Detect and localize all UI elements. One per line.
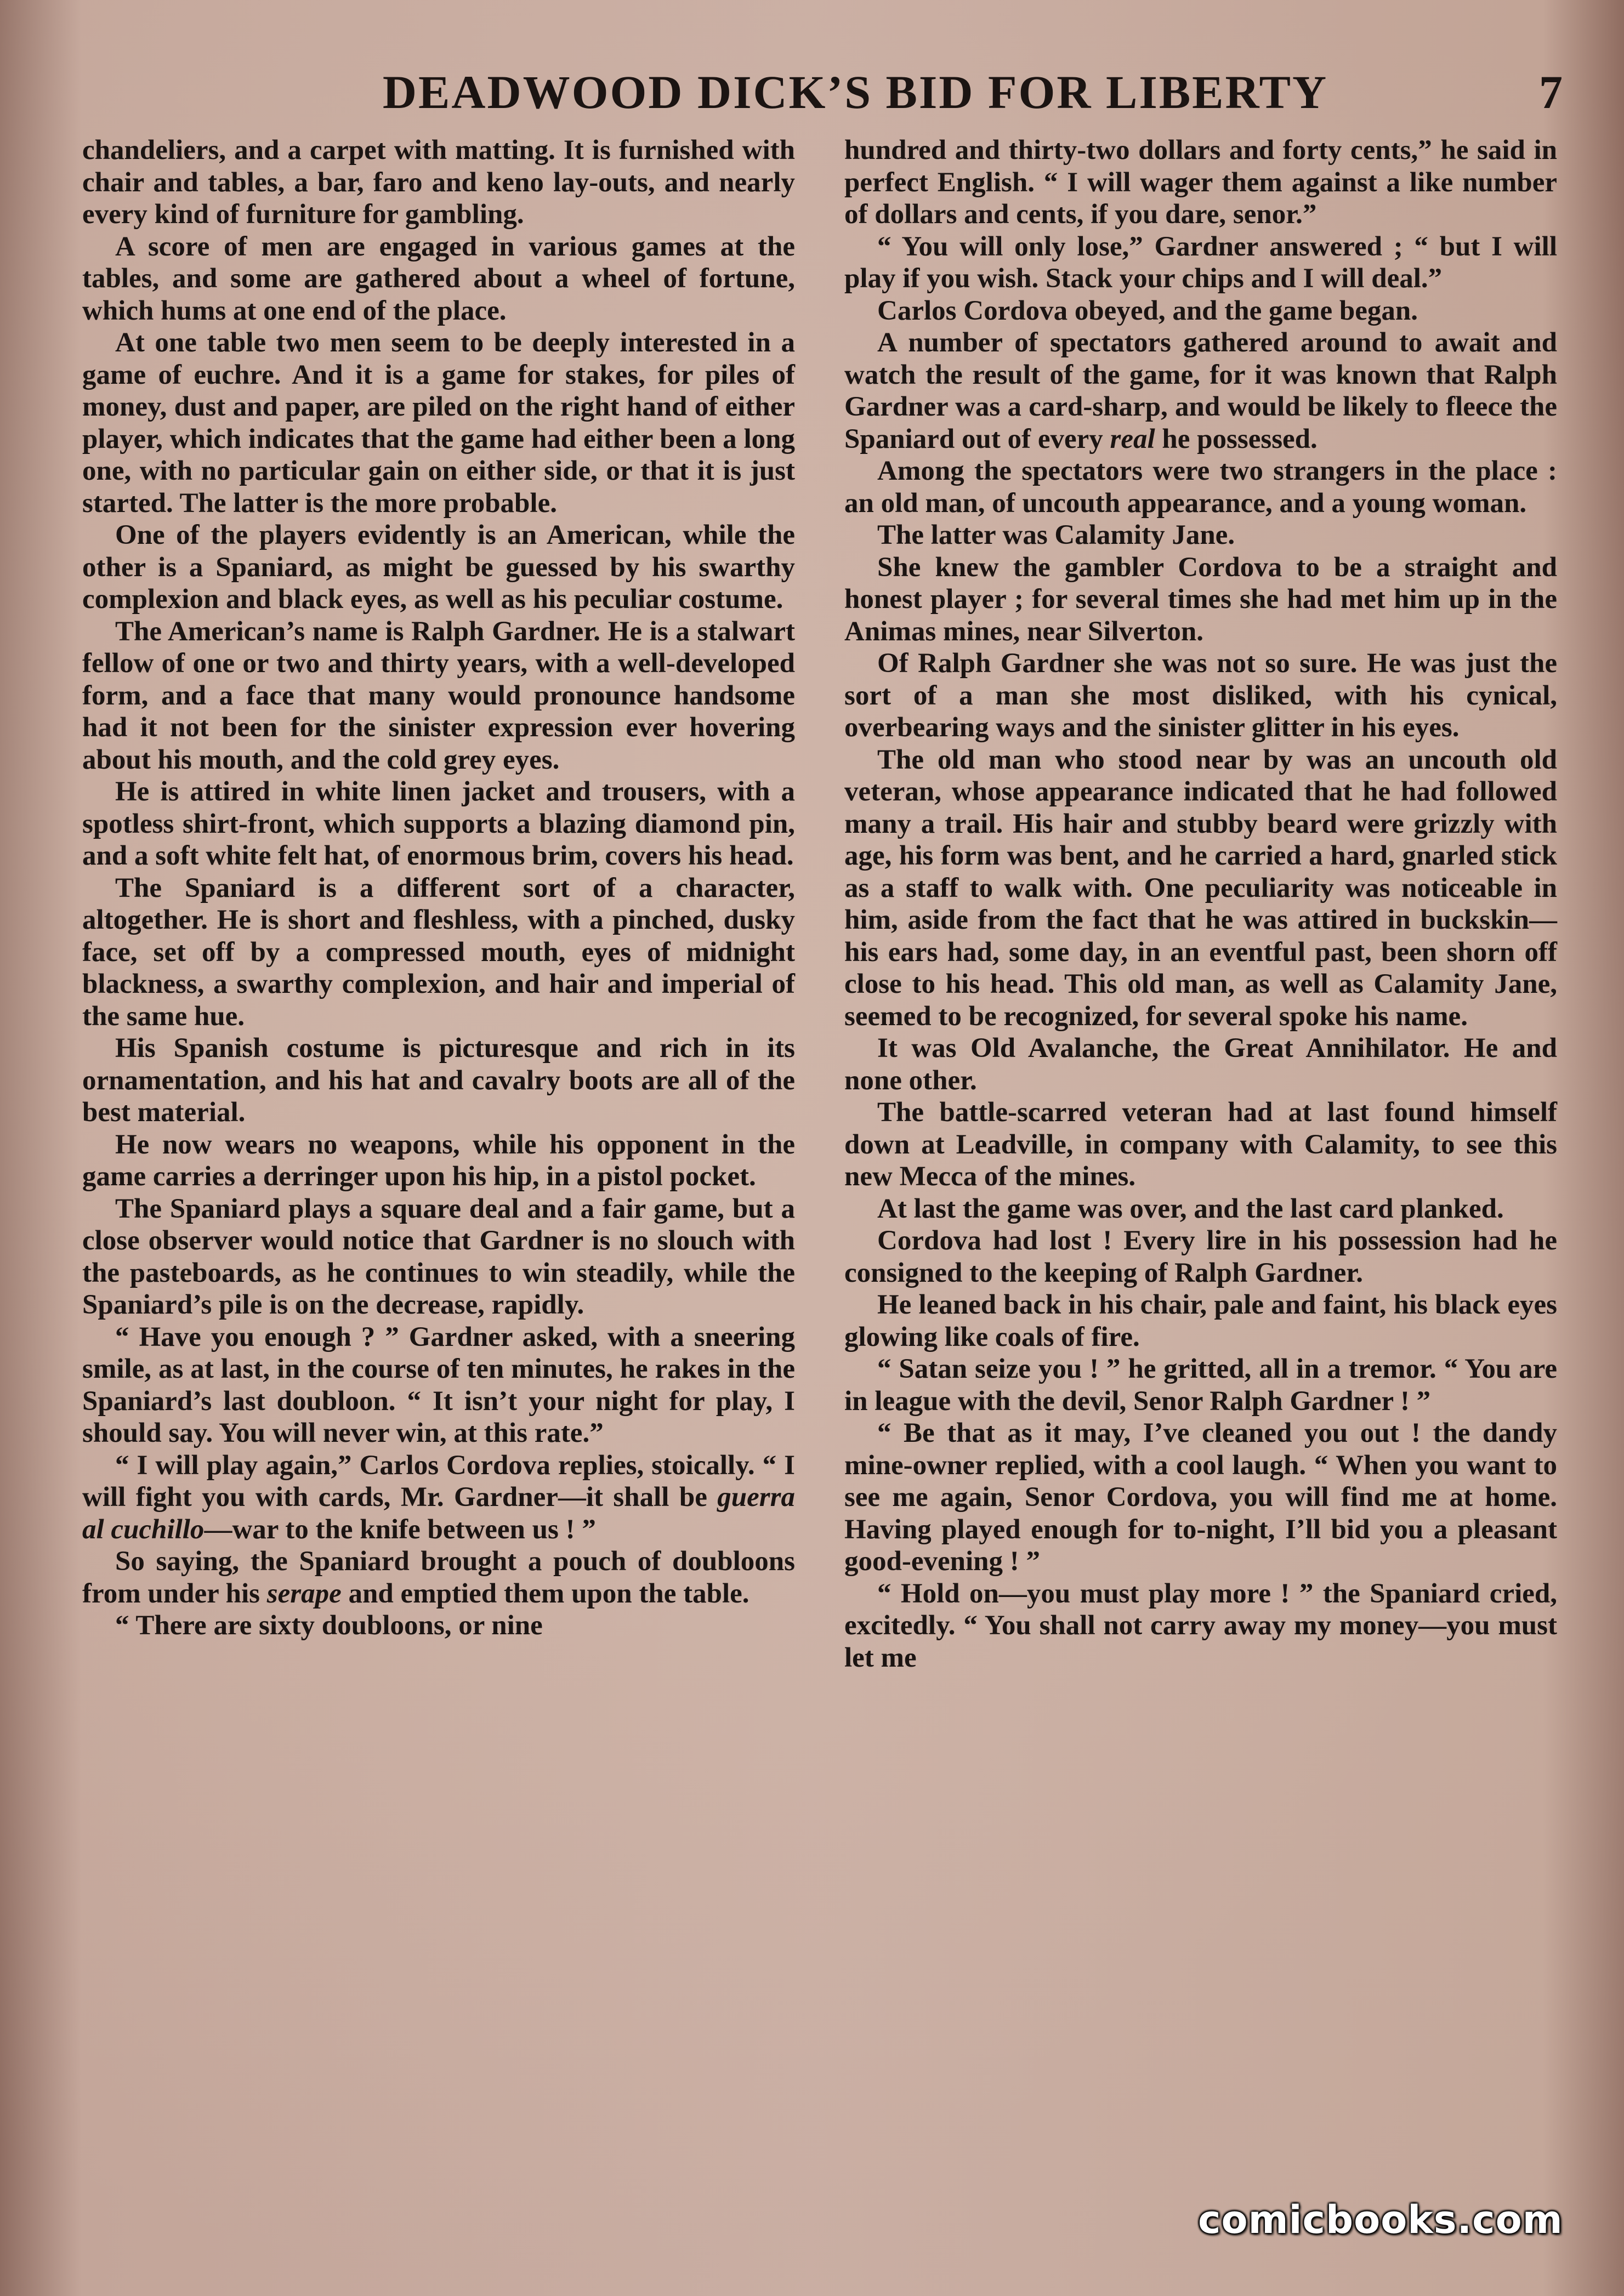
text-run: and emptied them upon the table. bbox=[341, 1578, 749, 1609]
paragraph: He is attired in white linen jacket and trousers, with a spotless shirt-front, which supports a blazing diamond pin, and a soft white felt hat, of enormous brim, covers his head. bbox=[82, 776, 795, 871]
text-run: So saying, the Spaniard brought a pouch of doubloons from under his bbox=[82, 1546, 795, 1609]
text-run: —war to the knife between us ! ” bbox=[204, 1514, 596, 1545]
paragraph: He now wears no weapons, while his opponent in the game carries a derringer upon his hip, in a pistol pocket. bbox=[82, 1129, 795, 1192]
left-column bbox=[82, 134, 795, 1642]
paragraph: The battle-scarred veteran had at last found himself down at Leadville, in company with Calamity, to see this new Mecca of the mines. bbox=[844, 1097, 1557, 1192]
text-run: he possessed. bbox=[1155, 423, 1318, 454]
paragraph: It was Old Avalanche, the Great Annihilator. He and none other. bbox=[844, 1033, 1557, 1096]
paragraph: hundred and thirty-two dollars and forty cents,” he said in perfect English. “ I will wager them against a like number of dollars and cents, if you dare, senor.” bbox=[844, 135, 1557, 230]
paragraph: She knew the gambler Cordova to be a straight and honest player ; for several times she had met him up in the Animas mines, near Silverton. bbox=[844, 552, 1557, 647]
paragraph: “ Be that as it may, I’ve cleaned you out ! the dandy mine-owner replied, with a cool laugh. “ When you want to see me again, Senor Cordova, you will find me at home. Having played enough for to-night, I’ll bid you a pleasant good-evening ! ” bbox=[844, 1418, 1557, 1577]
paragraph bbox=[82, 1450, 795, 1546]
paragraph: The Spaniard is a different sort of a character, altogether. He is short and fleshless, with a pinched, dusky face, set off by a compressed mouth, eyes of midnight blackness, a swarthy complexion, and hair and imperial of the same hue. bbox=[82, 872, 795, 1032]
paragraph: Among the spectators were two strangers in the place : an old man, of uncouth appearance, and a young woman. bbox=[844, 456, 1557, 519]
paragraph: The old man who stood near by was an uncouth old veteran, whose appearance indicated that he had followed many a trail. His hair and stubby beard were grizzly with age, his form was bent, and he carried a hard, gnarled stick as a staff to walk with. One peculiarity was noticeable in him, aside from the fact that he was attired in buckskin—his ears had, some day, in an eventful past, been shorn off close to his head. This old man, as well as Calamity Jane, seemed to be recognized, for several spoke his name. bbox=[844, 744, 1557, 1032]
paragraph: The American’s name is Ralph Gardner. He is a stalwart fellow of one or two and thirty years, with a well-developed form, and a face that many would pronounce handsome had it not been for the sinister expression ever hovering about his mouth, and the cold grey eyes. bbox=[82, 616, 795, 775]
paragraph: At last the game was over, and the last card planked. bbox=[877, 1193, 1504, 1224]
paragraph: Cordova had lost ! Every lire in his possession had he consigned to the keeping of Ralph Gardner. bbox=[844, 1225, 1557, 1288]
text-run: A number of spectators gathered around to await and watch the result of the game, for it was known that Ralph Gardner was a card-sharp, and would be likely to fleece the Spaniard out of every bbox=[844, 327, 1557, 454]
paragraph: chandeliers, and a carpet with matting. It is furnished with chair and tables, a bar, faro and keno lay-outs, and nearly every kind of furniture for gambling. bbox=[82, 135, 795, 230]
paragraph: “ There are sixty doubloons, or nine bbox=[115, 1610, 543, 1641]
paragraph bbox=[82, 1545, 795, 1610]
running-title: DEADWOOD DICK’S BID FOR LIBERTY bbox=[382, 66, 1328, 118]
paragraph: The Spaniard plays a square deal and a fair game, but a close observer would notice that Gardner is no slouch with the pasteboards, as he continues to win steadily, while the Spaniard’s pile is on the decrease, rapidly. bbox=[82, 1193, 795, 1320]
paragraph: A score of men are engaged in various games at the tables, and some are gathered about a wheel of fortune, which hums at one end of the place. bbox=[82, 231, 795, 326]
paragraph: “ Hold on—you must play more ! ” the Spaniard cried, excitedly. “ You shall not carry away my money—you must let me bbox=[844, 1578, 1557, 1673]
italic-word: serape bbox=[266, 1578, 342, 1609]
paragraph: He leaned back in his chair, pale and faint, his black eyes glowing like coals of fire. bbox=[844, 1289, 1557, 1352]
paragraph: His Spanish costume is picturesque and rich in its ornamentation, and his hat and cavalry boots are all of the best material. bbox=[82, 1033, 795, 1128]
paragraph: Of Ralph Gardner she was not so sure. He was just the sort of a man she most disliked, with his cynical, overbearing ways and the sinister glitter in his eyes. bbox=[844, 648, 1557, 743]
paragraph: At one table two men seem to be deeply interested in a game of euchre. And it is a game for stakes, for piles of money, dust and paper, are piled on the right hand of either player, which indicates that the game had either been a long one, with no particular gain on either side, or that it is just started. The latter is the more probable. bbox=[82, 327, 795, 519]
italic-word: real bbox=[1110, 423, 1155, 454]
paragraph: “ You will only lose,” Gardner answered ; “ but I will play if you wish. Stack your chips and I will deal.” bbox=[844, 231, 1557, 294]
italic-phrase: guerra al cuchillo bbox=[82, 1482, 795, 1545]
page-number: 7 bbox=[1539, 66, 1563, 118]
running-header bbox=[82, 65, 1563, 125]
paragraph: “ Have you enough ? ” Gardner asked, with a sneering smile, as at last, in the course of ten minutes, he rakes in the Spaniard’s last doubloon. “ It isn’t your night for play, I should say. You will never win, at this rate.” bbox=[82, 1321, 795, 1448]
site-watermark: comicbooks.com bbox=[1198, 2197, 1563, 2242]
text-run: “ I will play again,” Carlos Cordova replies, stoically. “ I will fight you with cards, Mr. Gardner—it shall be bbox=[82, 1450, 795, 1513]
right-column bbox=[844, 134, 1557, 1674]
paragraph bbox=[844, 327, 1557, 455]
paragraph: “ Satan seize you ! ” he gritted, all in a tremor. “ You are in league with the devil, Senor Ralph Gardner ! ” bbox=[844, 1354, 1557, 1417]
paragraph: The latter was Calamity Jane. bbox=[877, 520, 1235, 550]
paragraph: One of the players evidently is an American, while the other is a Spaniard, as might be guessed by his swarthy complexion and black eyes, as well as his peculiar costume. bbox=[82, 520, 795, 615]
paragraph: Carlos Cordova obeyed, and the game began. bbox=[877, 295, 1418, 326]
